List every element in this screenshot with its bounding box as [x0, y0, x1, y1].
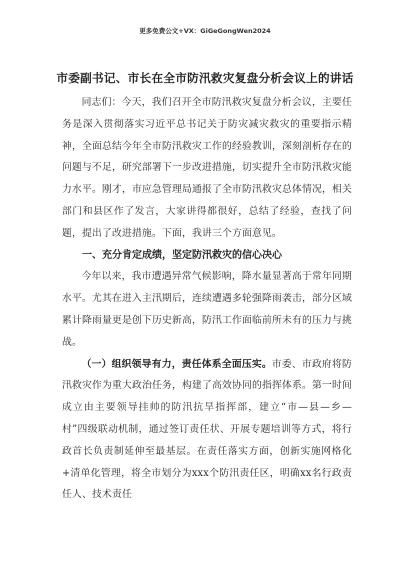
opening-paragraph: 同志们：今天，我们召开全市防汛救灾复盘分析会议，主要任务是深入贯彻落实习近平总书记关于防灾减灾救灾的重要指示精神，全面总结今年全市防汛救灾工作的经验教训，深刻剖析存在的问题与不足，研究部署下一步改进措施，切实提升全市防汛救灾能力水平。刚才，市应急管理局通报了全市防汛救灾总体情况，相关部门和县区作了发言，大家讲得都很好，总结了经验，查找了问题，提出了改进措施。下面，我讲三个方面意见。: [62, 97, 352, 239]
paragraph-organization: [62, 354, 352, 507]
subsection-lead: （一）组织领导有力，责任体系全面压实。: [81, 358, 272, 370]
document-body: [62, 92, 352, 506]
header-note: 更多免费公文+VX：GiGeGongWen2024: [139, 27, 271, 35]
subsection-text: 市委、市政府将防汛救灾作为重大政治任务，构建了高效协同的指挥体系。第一时间成立由主要领导挂帅的防汛抗旱指挥部，建立“市—县—乡—村”四级联动机制，通过签订责任状、开展专题培训等方式，将行政首长负责制延伸至最基层。在责任落实方面，创新实施网格化+清单化管理，将全市划分为xxx个防汛责任区，明确xx名行政责任人、技术责任: [62, 358, 352, 501]
section-heading-1: 一、充分肯定成绩，坚定防汛救灾的信心决心: [82, 249, 282, 261]
document-title: 市委副书记、市长在全市防汛救灾复盘分析会议上的讲话: [56, 71, 354, 85]
paragraph-weather: 今年以来，我市遭遇异常气候影响，降水量显著高于常年同期水平。尤其在进入主汛期后，连续遭遇多轮强降雨袭击，部分区域累计降雨量更是创下历史新高，防汛工作面临前所未有的压力与挑战。: [62, 271, 352, 348]
